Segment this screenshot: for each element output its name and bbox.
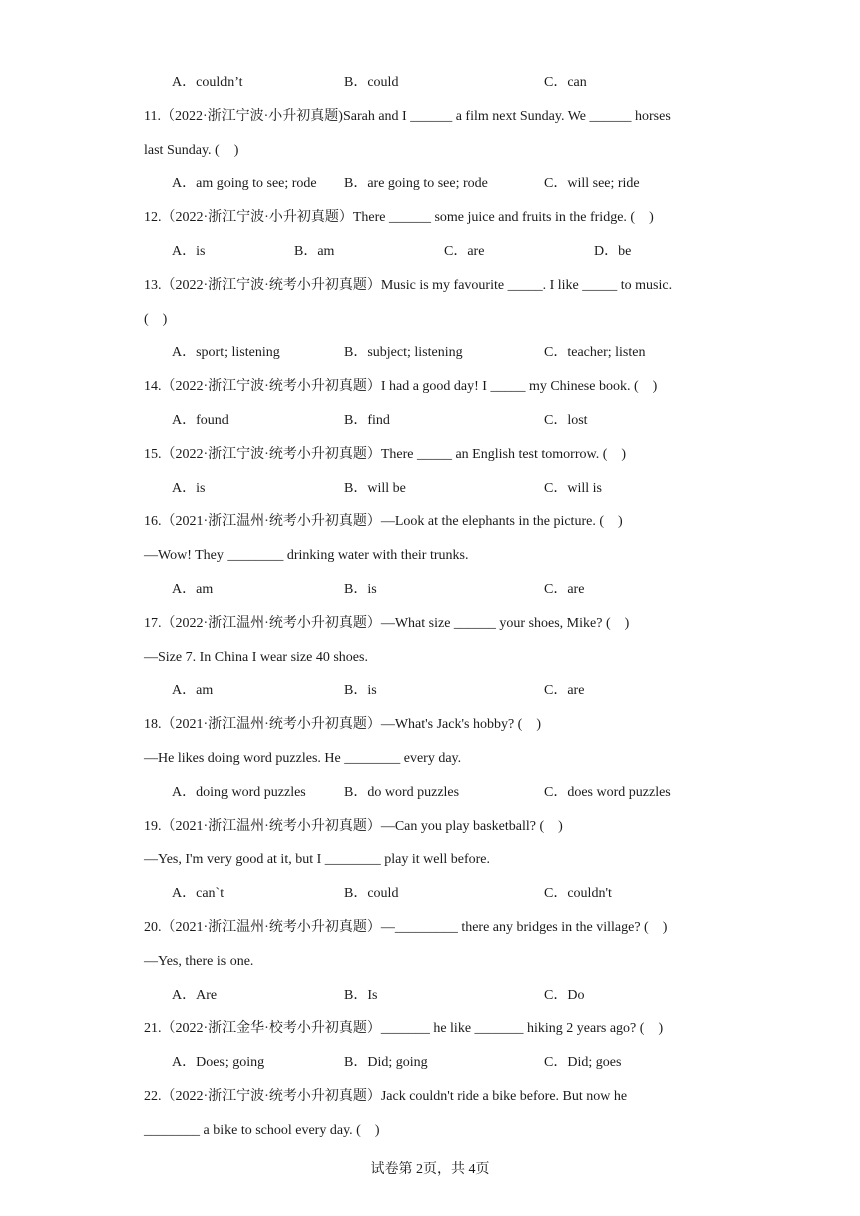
- q13-option-a: A．sport; listening: [172, 345, 280, 360]
- q18-option-c: C．does word puzzles: [544, 785, 671, 800]
- q15-stem-line-1: 15.（2022·浙江宁波·统考小升初真题）There _____ an English test tomorrow. ( ): [144, 447, 627, 462]
- q12-option-a: A．is: [172, 244, 206, 259]
- q12-stem-line-1: 12.（2022·浙江宁波·小升初真题）There ______ some juice and fruits in the fridge. ( ): [144, 210, 654, 225]
- q19-option-b: B．could: [344, 886, 399, 901]
- q17-option-c: C．are: [544, 683, 585, 698]
- q16-option-a: A．am: [172, 582, 214, 597]
- q13-option-b: B．subject; listening: [344, 345, 463, 360]
- q11-stem-line-1: 11.（2022·浙江宁波·小升初真题)Sarah and I ______ a film next Sunday. We ______ horses: [144, 109, 671, 124]
- q17-stem-line-2: —Size 7. In China I wear size 40 shoes.: [144, 650, 368, 665]
- q10-option-a: A．couldn’t: [172, 75, 243, 90]
- q19-stem-line-2: —Yes, I'm very good at it, but I ________ play it well before.: [144, 852, 490, 867]
- q18-stem-line-1: 18.（2021·浙江温州·统考小升初真题）—What's Jack's hobby? ( ): [144, 717, 541, 732]
- q20-stem-line-2: —Yes, there is one.: [144, 954, 254, 969]
- q17-stem-line-1: 17.（2022·浙江温州·统考小升初真题）—What size ______ your shoes, Mike? ( ): [144, 616, 630, 631]
- q10-option-b: B．could: [344, 75, 399, 90]
- q16-stem-line-2: —Wow! They ________ drinking water with their trunks.: [144, 548, 469, 563]
- page-footer: 试卷第 2页，共 4页: [370, 1162, 490, 1177]
- q21-option-a: A．Does; going: [172, 1055, 265, 1070]
- q20-option-c: C．Do: [544, 988, 585, 1003]
- q17-option-b: B．is: [344, 683, 377, 698]
- q14-option-b: B．find: [344, 413, 390, 428]
- q21-option-c: C．Did; goes: [544, 1055, 622, 1070]
- q20-option-a: A．Are: [172, 988, 218, 1003]
- q11-option-b: B．are going to see; rode: [344, 176, 488, 191]
- q14-stem-line-1: 14.（2022·浙江宁波·统考小升初真题）I had a good day! I _____ my Chinese book. ( ): [144, 379, 658, 394]
- q16-option-b: B．is: [344, 582, 377, 597]
- q21-stem-line-1: 21.（2022·浙江金华·校考小升初真题）_______ he like _______ hiking 2 years ago? ( ): [144, 1021, 664, 1036]
- q11-option-c: C．will see; ride: [544, 176, 640, 191]
- q13-option-c: C．teacher; listen: [544, 345, 646, 360]
- q12-option-d: D．be: [594, 244, 632, 259]
- q18-stem-line-2: —He likes doing word puzzles. He ________ every day.: [144, 751, 462, 766]
- q12-option-b: B．am: [294, 244, 335, 259]
- q14-option-a: A．found: [172, 413, 229, 428]
- q19-option-c: C．couldn't: [544, 886, 612, 901]
- q15-option-c: C．will is: [544, 481, 602, 496]
- q22-stem-line-1: 22.（2022·浙江宁波·统考小升初真题）Jack couldn't ride a bike before. But now he: [144, 1089, 628, 1104]
- q14-option-c: C．lost: [544, 413, 588, 428]
- q16-option-c: C．are: [544, 582, 585, 597]
- q11-stem-line-2: last Sunday. ( ): [144, 143, 239, 158]
- q15-option-a: A．is: [172, 481, 206, 496]
- q20-stem-line-1: 20.（2021·浙江温州·统考小升初真题）—_________ there any bridges in the village? ( ): [144, 920, 668, 935]
- q22-stem-line-2: ________ a bike to school every day. ( ): [144, 1123, 380, 1138]
- q17-option-a: A．am: [172, 683, 214, 698]
- q11-option-a: A．am going to see; rode: [172, 176, 317, 191]
- q19-stem-line-1: 19.（2021·浙江温州·统考小升初真题）—Can you play basketball? ( ): [144, 819, 563, 834]
- q12-option-c: C．are: [444, 244, 485, 259]
- q15-option-b: B．will be: [344, 481, 406, 496]
- q18-option-b: B．do word puzzles: [344, 785, 460, 800]
- q18-option-a: A．doing word puzzles: [172, 785, 306, 800]
- q10-option-c: C．can: [544, 75, 587, 90]
- q13-stem-line-1: 13.（2022·浙江宁波·统考小升初真题）Music is my favourite _____. I like _____ to music.: [144, 278, 673, 293]
- q16-stem-line-1: 16.（2021·浙江温州·统考小升初真题）—Look at the elephants in the picture. ( ): [144, 514, 623, 529]
- q21-option-b: B．Did; going: [344, 1055, 428, 1070]
- q19-option-a: A．can`t: [172, 886, 225, 901]
- q13-stem-line-2: ( ): [144, 312, 168, 327]
- q20-option-b: B．Is: [344, 988, 378, 1003]
